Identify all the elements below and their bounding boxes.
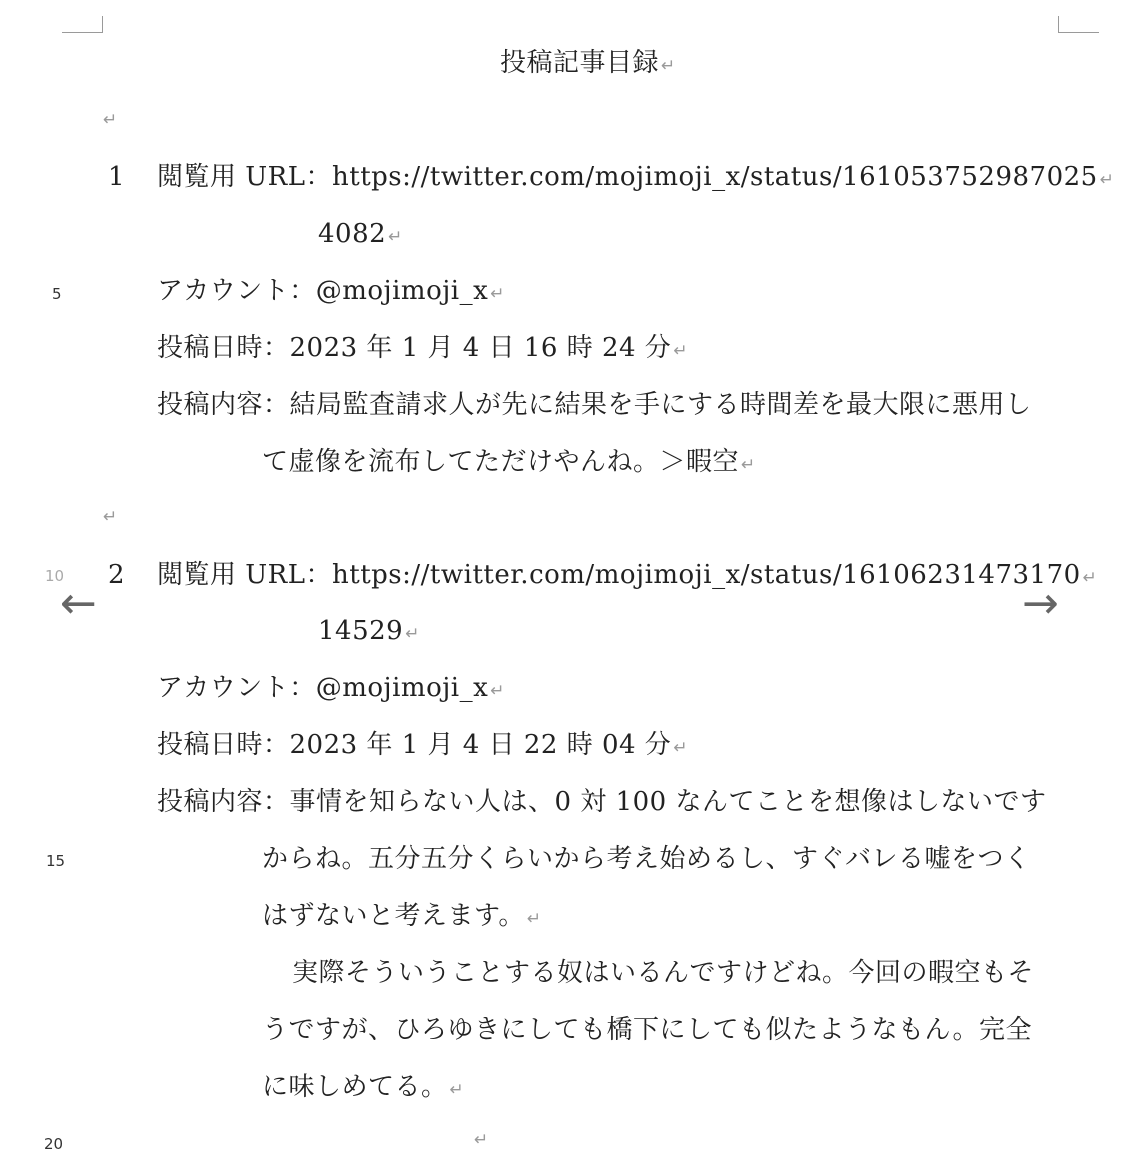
- paragraph-mark: ↵: [388, 227, 403, 247]
- paragraph-mark: ↵: [449, 1080, 465, 1100]
- empty-paragraph-mark: ↵: [103, 110, 118, 130]
- arrow-right-icon[interactable]: →: [1022, 578, 1059, 629]
- paragraph-mark: ↵: [673, 341, 689, 361]
- url-continuation: [318, 616, 420, 649]
- title-text: 投稿記事目録: [500, 48, 660, 78]
- content-line: からね。五分五分くらいから考え始めるし、すぐバレる嘘をつく: [262, 844, 1031, 874]
- entry-number: 1: [108, 162, 126, 192]
- account-line: [157, 673, 505, 706]
- crop-mark-top-left: [62, 16, 103, 33]
- account-text: アカウント：@mojimoji_x: [157, 673, 489, 703]
- date-text: 投稿日時：2023 年 1 月 4 日 22 時 04 分: [157, 730, 672, 760]
- content-line: 実際そういうことする奴はいるんですけどね。今回の暇空もそ: [292, 958, 1035, 988]
- line-number: 5: [52, 285, 62, 303]
- paragraph-mark: ↵: [661, 56, 676, 76]
- empty-paragraph-mark: ↵: [103, 507, 118, 527]
- line-number: 15: [46, 852, 66, 870]
- content-line: 投稿内容：事情を知らない人は、0 対 100 なんてことを想像はしないです: [157, 787, 1047, 817]
- date-line: [157, 333, 688, 366]
- content-line: [262, 447, 756, 480]
- url-line: [157, 162, 1114, 195]
- arrow-left-icon[interactable]: ←: [60, 578, 97, 629]
- paragraph-mark: ↵: [1082, 568, 1098, 588]
- paragraph-mark: ↵: [526, 909, 542, 929]
- date-text: 投稿日時：2023 年 1 月 4 日 16 時 24 分: [157, 333, 672, 363]
- account-text: アカウント：@mojimoji_x: [157, 276, 489, 306]
- document-title: [500, 48, 676, 81]
- empty-paragraph-mark: ↵: [474, 1130, 489, 1150]
- url-text-continued: 4082: [318, 219, 387, 249]
- paragraph-mark: ↵: [741, 455, 756, 475]
- crop-mark-top-right: [1058, 16, 1099, 33]
- content-line: [262, 901, 542, 934]
- paragraph-mark: ↵: [405, 624, 420, 644]
- url-text: 閲覧用 URL：https://twitter.com/mojimoji_x/status/16106231473170: [157, 560, 1081, 590]
- line-number: 10: [45, 567, 65, 585]
- url-text-continued: 14529: [318, 616, 404, 646]
- paragraph-mark: ↵: [673, 738, 689, 758]
- content-line: 投稿内容：結局監査請求人が先に結果を手にする時間差を最大限に悪用し: [157, 390, 1032, 420]
- entry-number: 2: [108, 560, 126, 590]
- content-text: に味しめてる。: [262, 1072, 448, 1102]
- content-text: はずないと考えます。: [262, 901, 525, 931]
- paragraph-mark: ↵: [1099, 170, 1115, 190]
- date-line: [157, 730, 688, 763]
- content-line: [262, 1072, 464, 1105]
- paragraph-mark: ↵: [490, 284, 506, 304]
- url-continuation: [318, 219, 403, 252]
- url-text: 閲覧用 URL：https://twitter.com/mojimoji_x/status/161053752987025: [157, 162, 1098, 192]
- content-text: て虚像を流布してただけやんね。＞暇空: [262, 447, 740, 477]
- line-number: 20: [44, 1135, 64, 1153]
- paragraph-mark: ↵: [490, 681, 506, 701]
- url-line: [157, 560, 1097, 593]
- content-line: うですが、ひろゆきにしても橋下にしても似たようなもん。完全: [262, 1015, 1033, 1045]
- account-line: [157, 276, 505, 309]
